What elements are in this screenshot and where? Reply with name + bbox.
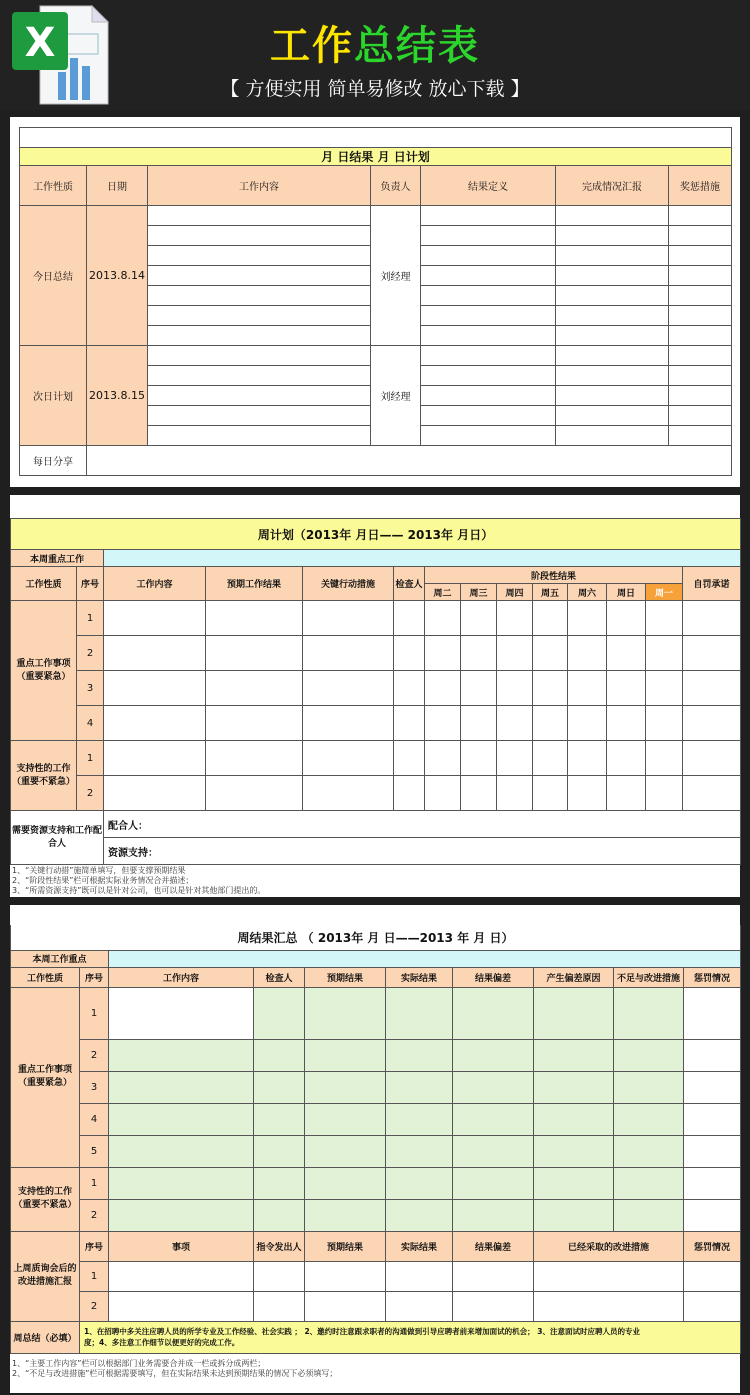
cell[interactable] — [254, 1199, 305, 1231]
row-index: 1 — [80, 1167, 109, 1199]
cell[interactable] — [305, 987, 386, 1039]
col-header: 工作性质 — [11, 967, 80, 987]
cell[interactable] — [206, 706, 303, 741]
cell[interactable] — [646, 671, 683, 706]
summary-focus-cell[interactable] — [109, 950, 741, 967]
cell[interactable] — [104, 636, 206, 671]
cell[interactable] — [394, 776, 425, 811]
svg-text:X: X — [24, 20, 56, 66]
banner-header — [0, 0, 750, 110]
cell[interactable] — [568, 671, 607, 706]
cell[interactable] — [607, 601, 646, 636]
cell[interactable] — [303, 671, 394, 706]
cell[interactable] — [254, 1071, 305, 1103]
col-header: 工作内容 — [104, 567, 206, 601]
col-header: 序号 — [77, 567, 104, 601]
cell[interactable] — [556, 386, 669, 406]
cell[interactable] — [533, 776, 568, 811]
cell[interactable] — [148, 346, 371, 366]
cell[interactable] — [303, 601, 394, 636]
cell[interactable] — [303, 741, 394, 776]
cell[interactable] — [461, 706, 497, 741]
row-index: 3 — [77, 671, 104, 706]
summary-key-label: 重点工作事项（重要紧急） — [11, 987, 80, 1167]
summary-text-line: 1、在招聘中多关注应聘人员的所学专业及工作经验、社会实践 ； 2、邀约时注意跟求职者的沟通做到引导应聘者前来增加面试的机会； 3、注意面试时应聘人员的专业 — [84, 1327, 640, 1336]
cell[interactable] — [684, 1167, 741, 1199]
cell[interactable] — [684, 1291, 741, 1321]
cell[interactable] — [206, 741, 303, 776]
col-header: 检查人 — [394, 567, 425, 601]
col-header: 已经采取的改进措施 — [534, 1231, 684, 1261]
cell[interactable] — [453, 1039, 534, 1071]
cell[interactable] — [453, 1261, 534, 1291]
row-index: 3 — [80, 1071, 109, 1103]
col-header: 检查人 — [254, 967, 305, 987]
cell[interactable] — [614, 1103, 684, 1135]
cell[interactable] — [684, 1103, 741, 1135]
cell[interactable] — [148, 366, 371, 386]
cell[interactable] — [305, 1071, 386, 1103]
weekly-summary-notes — [12, 1359, 337, 1379]
cell[interactable] — [148, 426, 371, 446]
cell[interactable] — [386, 1199, 453, 1231]
cell[interactable] — [421, 426, 556, 446]
summary-support-label: 支持性的工作（重要不紧急） — [11, 1167, 80, 1231]
cell[interactable] — [386, 1167, 453, 1199]
cell[interactable] — [669, 266, 732, 286]
cell[interactable] — [556, 306, 669, 326]
col-header: 奖惩措施 — [669, 166, 732, 206]
cell[interactable] — [425, 741, 461, 776]
cell[interactable] — [568, 636, 607, 671]
col-header: 工作性质 — [20, 166, 87, 206]
cell[interactable] — [646, 601, 683, 636]
summary-text-line: 度；4、多注意工作细节以便更好的完成工作。 — [84, 1338, 240, 1347]
cell[interactable] — [684, 987, 741, 1039]
today-owner: 刘经理 — [371, 206, 421, 346]
day-header: 周六 — [568, 584, 607, 601]
cell[interactable] — [303, 776, 394, 811]
row-index: 2 — [77, 636, 104, 671]
cell[interactable] — [394, 706, 425, 741]
cell[interactable] — [425, 601, 461, 636]
cell[interactable] — [148, 226, 371, 246]
col-header: 工作内容 — [148, 166, 371, 206]
cell[interactable] — [421, 346, 556, 366]
cell[interactable] — [305, 1199, 386, 1231]
cell[interactable] — [683, 741, 741, 776]
partner-label[interactable]: 配合人： — [104, 811, 741, 838]
review-label: 上周质询会后的改进措施汇报 — [11, 1231, 80, 1321]
cell[interactable] — [104, 706, 206, 741]
cell[interactable] — [461, 776, 497, 811]
cell[interactable] — [534, 987, 614, 1039]
cell[interactable] — [104, 671, 206, 706]
cell[interactable] — [614, 1039, 684, 1071]
cell[interactable] — [534, 1071, 614, 1103]
day-header-highlight: 周一 — [646, 584, 683, 601]
cell[interactable] — [497, 636, 533, 671]
note-line: 3、“所需资源支持”既可以是针对公司，也可以是针对其他部门提出的。 — [12, 886, 266, 895]
cell[interactable] — [534, 1167, 614, 1199]
col-header: 工作性质 — [11, 567, 77, 601]
title-part1: 工作 — [270, 23, 354, 69]
col-header: 惩罚情况 — [684, 967, 741, 987]
cell[interactable] — [421, 286, 556, 306]
cell[interactable] — [669, 406, 732, 426]
cell[interactable] — [607, 706, 646, 741]
col-header: 结果定义 — [421, 166, 556, 206]
cell[interactable] — [568, 601, 607, 636]
cell[interactable] — [669, 426, 732, 446]
share-cell[interactable] — [87, 446, 732, 476]
cell[interactable] — [533, 741, 568, 776]
cell[interactable] — [421, 386, 556, 406]
next-owner: 刘经理 — [371, 346, 421, 446]
cell[interactable] — [607, 636, 646, 671]
cell[interactable] — [254, 1039, 305, 1071]
cell[interactable] — [206, 776, 303, 811]
cell[interactable] — [461, 741, 497, 776]
col-header: 指令发出人 — [254, 1231, 305, 1261]
cell[interactable] — [497, 776, 533, 811]
cell[interactable] — [109, 1167, 254, 1199]
cell[interactable] — [109, 1103, 254, 1135]
cell[interactable] — [148, 406, 371, 426]
cell[interactable] — [394, 636, 425, 671]
cell[interactable] — [254, 987, 305, 1039]
weekly-plan-panel — [10, 495, 740, 897]
cell[interactable] — [109, 1039, 254, 1071]
cell[interactable] — [614, 987, 684, 1039]
row-index: 1 — [77, 741, 104, 776]
cell[interactable] — [534, 1135, 614, 1167]
cell[interactable] — [607, 776, 646, 811]
col-header: 完成情况汇报 — [556, 166, 669, 206]
cell[interactable] — [148, 246, 371, 266]
cell[interactable] — [461, 636, 497, 671]
title-part2: 总结表 — [354, 23, 480, 69]
weekly-plan-table — [10, 518, 741, 865]
cell[interactable] — [684, 1071, 741, 1103]
col-header: 实际结果 — [386, 1231, 453, 1261]
cell[interactable] — [534, 1103, 614, 1135]
cell[interactable] — [148, 286, 371, 306]
weekly-summary-title: 周结果汇总 （ 2013年 月 日——2013 年 月 日） — [11, 925, 741, 950]
row-index: 1 — [80, 1261, 109, 1291]
col-header: 日期 — [87, 166, 148, 206]
cell[interactable] — [614, 1199, 684, 1231]
cell[interactable] — [556, 326, 669, 346]
cell[interactable] — [109, 1071, 254, 1103]
daily-panel — [10, 117, 740, 487]
note-line: 1、“关键行动措”施简单填写，但要支撑预期结果 — [12, 866, 186, 875]
resource-support-label[interactable]: 资源支持： — [104, 838, 741, 865]
cell[interactable] — [568, 741, 607, 776]
col-header: 结果偏差 — [453, 1231, 534, 1261]
resource-label: 需要资源支持和工作配合人 — [11, 811, 104, 865]
cell[interactable] — [683, 601, 741, 636]
cell[interactable] — [104, 601, 206, 636]
cell[interactable] — [497, 741, 533, 776]
cell[interactable] — [394, 741, 425, 776]
col-header: 不足与改进措施 — [614, 967, 684, 987]
cell[interactable] — [453, 1199, 534, 1231]
col-header: 预期工作结果 — [206, 567, 303, 601]
cell[interactable] — [421, 306, 556, 326]
cell[interactable] — [305, 1167, 386, 1199]
cell[interactable] — [254, 1135, 305, 1167]
cell[interactable] — [453, 1291, 534, 1321]
cell[interactable] — [684, 1261, 741, 1291]
share-label: 每日分享 — [20, 446, 87, 476]
cell[interactable] — [254, 1261, 305, 1291]
note-line: 2、“阶段性结果”栏可根据实际业务情况合并描述； — [12, 876, 194, 885]
cell[interactable] — [683, 671, 741, 706]
cell[interactable] — [148, 326, 371, 346]
cell[interactable] — [206, 636, 303, 671]
col-header: 产生偏差原因 — [534, 967, 614, 987]
cell[interactable] — [421, 406, 556, 426]
cell[interactable] — [461, 601, 497, 636]
cell[interactable] — [305, 1039, 386, 1071]
cell[interactable] — [303, 636, 394, 671]
row-index: 2 — [80, 1039, 109, 1071]
cell[interactable] — [421, 246, 556, 266]
today-date: 2013.8.14 — [87, 206, 148, 346]
cell[interactable] — [556, 406, 669, 426]
cell[interactable] — [669, 386, 732, 406]
day-header: 周三 — [461, 584, 497, 601]
day-header: 周二 — [425, 584, 461, 601]
cell[interactable] — [453, 1103, 534, 1135]
cell[interactable] — [425, 776, 461, 811]
cell[interactable] — [556, 346, 669, 366]
cell[interactable] — [104, 741, 206, 776]
cell[interactable] — [206, 671, 303, 706]
col-header: 负责人 — [371, 166, 421, 206]
cell[interactable] — [556, 206, 669, 226]
cell[interactable] — [386, 1291, 453, 1321]
cell[interactable] — [254, 1291, 305, 1321]
cell[interactable] — [421, 226, 556, 246]
row-index: 2 — [80, 1199, 109, 1231]
cell[interactable] — [556, 426, 669, 446]
cell[interactable] — [303, 706, 394, 741]
row-index: 5 — [80, 1135, 109, 1167]
col-header: 序号 — [80, 967, 109, 987]
col-header: 实际结果 — [386, 967, 453, 987]
cell[interactable] — [109, 987, 254, 1039]
cell[interactable] — [497, 671, 533, 706]
cell[interactable] — [556, 366, 669, 386]
day-header: 周四 — [497, 584, 533, 601]
cell[interactable] — [453, 1167, 534, 1199]
cell[interactable] — [421, 366, 556, 386]
cell[interactable] — [148, 306, 371, 326]
cell[interactable] — [386, 1103, 453, 1135]
cell[interactable] — [534, 1039, 614, 1071]
cell[interactable] — [254, 1167, 305, 1199]
cell[interactable] — [646, 706, 683, 741]
col-header: 预期结果 — [305, 967, 386, 987]
cell[interactable] — [386, 1261, 453, 1291]
next-date: 2013.8.15 — [87, 346, 148, 446]
cell[interactable] — [497, 601, 533, 636]
cell[interactable] — [607, 671, 646, 706]
daily-table — [19, 127, 732, 476]
cell[interactable] — [646, 741, 683, 776]
cell[interactable] — [453, 987, 534, 1039]
cell[interactable] — [386, 987, 453, 1039]
col-header: 工作内容 — [109, 967, 254, 987]
page-subtitle: 【 方便实用 简单易修改 放心下载 】 — [220, 78, 530, 100]
daily-title: 月 日结果 月 日计划 — [20, 148, 732, 166]
col-header: 关键行动措施 — [303, 567, 394, 601]
note-line: 2、“不足与改进措施”栏可根据需要填写，但在实际结果未达到预期结果的情况下必须填写； — [12, 1369, 338, 1378]
cell[interactable] — [669, 306, 732, 326]
col-header: 预期结果 — [305, 1231, 386, 1261]
cell[interactable] — [684, 1039, 741, 1071]
cell[interactable] — [684, 1199, 741, 1231]
cell[interactable] — [421, 206, 556, 226]
cell[interactable] — [556, 266, 669, 286]
cell[interactable] — [425, 636, 461, 671]
col-header: 惩罚情况 — [684, 1231, 741, 1261]
cell[interactable] — [669, 226, 732, 246]
cell[interactable] — [305, 1103, 386, 1135]
cell[interactable] — [425, 671, 461, 706]
cell[interactable] — [669, 346, 732, 366]
cell[interactable] — [568, 706, 607, 741]
col-header: 自罚承诺 — [683, 567, 741, 601]
cell[interactable] — [421, 326, 556, 346]
summary-text[interactable] — [80, 1321, 741, 1353]
weekly-plan-notes — [12, 866, 265, 896]
cell[interactable] — [394, 671, 425, 706]
cell[interactable] — [461, 671, 497, 706]
cell[interactable] — [305, 1291, 386, 1321]
cell[interactable] — [683, 636, 741, 671]
row-index: 4 — [77, 706, 104, 741]
cell[interactable] — [533, 636, 568, 671]
cell[interactable] — [669, 326, 732, 346]
cell[interactable] — [556, 286, 669, 306]
row-index: 2 — [80, 1291, 109, 1321]
cell[interactable] — [669, 366, 732, 386]
col-header: 阶段性结果 — [425, 567, 683, 584]
key-work-label: 重点工作事项（重要紧急） — [11, 601, 77, 741]
weekly-plan-title: 周计划（2013年 月日—— 2013年 月日） — [11, 519, 741, 550]
cell[interactable] — [497, 706, 533, 741]
cell[interactable] — [109, 1261, 254, 1291]
cell[interactable] — [614, 1167, 684, 1199]
cell[interactable] — [453, 1135, 534, 1167]
summary-required-label: 周总结（必填） — [11, 1321, 80, 1353]
day-header: 周日 — [607, 584, 646, 601]
cell[interactable] — [669, 286, 732, 306]
cell[interactable] — [386, 1039, 453, 1071]
row-index: 1 — [80, 987, 109, 1039]
cell[interactable] — [386, 1071, 453, 1103]
cell[interactable] — [421, 266, 556, 286]
cell[interactable] — [684, 1135, 741, 1167]
cell[interactable] — [646, 776, 683, 811]
col-header: 序号 — [80, 1231, 109, 1261]
cell[interactable] — [305, 1261, 386, 1291]
col-header: 事项 — [109, 1231, 254, 1261]
cell[interactable] — [534, 1199, 614, 1231]
cell[interactable] — [148, 206, 371, 226]
cell[interactable] — [669, 206, 732, 226]
next-label: 次日计划 — [20, 346, 87, 446]
row-index: 2 — [77, 776, 104, 811]
weekly-focus-label: 本周重点工作 — [11, 550, 104, 567]
cell[interactable] — [453, 1071, 534, 1103]
cell[interactable] — [646, 636, 683, 671]
cell[interactable] — [109, 1135, 254, 1167]
cell[interactable] — [148, 386, 371, 406]
cell[interactable] — [533, 706, 568, 741]
cell[interactable] — [533, 671, 568, 706]
cell[interactable] — [669, 246, 732, 266]
cell[interactable] — [109, 1199, 254, 1231]
cell[interactable] — [614, 1071, 684, 1103]
support-work-label: 支持性的工作（重要不紧急） — [11, 741, 77, 811]
cell[interactable] — [568, 776, 607, 811]
today-label: 今日总结 — [20, 206, 87, 346]
page-title — [0, 14, 750, 71]
summary-focus-label: 本周工作重点 — [11, 950, 109, 967]
weekly-focus-cell[interactable] — [104, 550, 741, 567]
cell[interactable] — [534, 1291, 684, 1321]
cell[interactable] — [683, 776, 741, 811]
cell[interactable] — [683, 706, 741, 741]
col-header: 结果偏差 — [453, 967, 534, 987]
cell[interactable] — [148, 266, 371, 286]
note-line: 1、“主要工作内容”栏可以根据部门业务需要合并成一栏或拆分成两栏； — [12, 1359, 266, 1368]
cell[interactable] — [206, 601, 303, 636]
weekly-summary-table — [10, 925, 741, 1354]
cell[interactable] — [607, 741, 646, 776]
cell[interactable] — [556, 246, 669, 266]
cell[interactable] — [614, 1135, 684, 1167]
cell[interactable] — [556, 226, 669, 246]
cell[interactable] — [425, 706, 461, 741]
row-index: 1 — [77, 601, 104, 636]
weekly-summary-panel — [10, 905, 740, 1393]
cell[interactable] — [534, 1261, 684, 1291]
cell[interactable] — [533, 601, 568, 636]
day-header: 周五 — [533, 584, 568, 601]
cell[interactable] — [394, 601, 425, 636]
cell[interactable] — [109, 1291, 254, 1321]
cell[interactable] — [386, 1135, 453, 1167]
row-index: 4 — [80, 1103, 109, 1135]
cell[interactable] — [254, 1103, 305, 1135]
cell[interactable] — [104, 776, 206, 811]
cell[interactable] — [305, 1135, 386, 1167]
